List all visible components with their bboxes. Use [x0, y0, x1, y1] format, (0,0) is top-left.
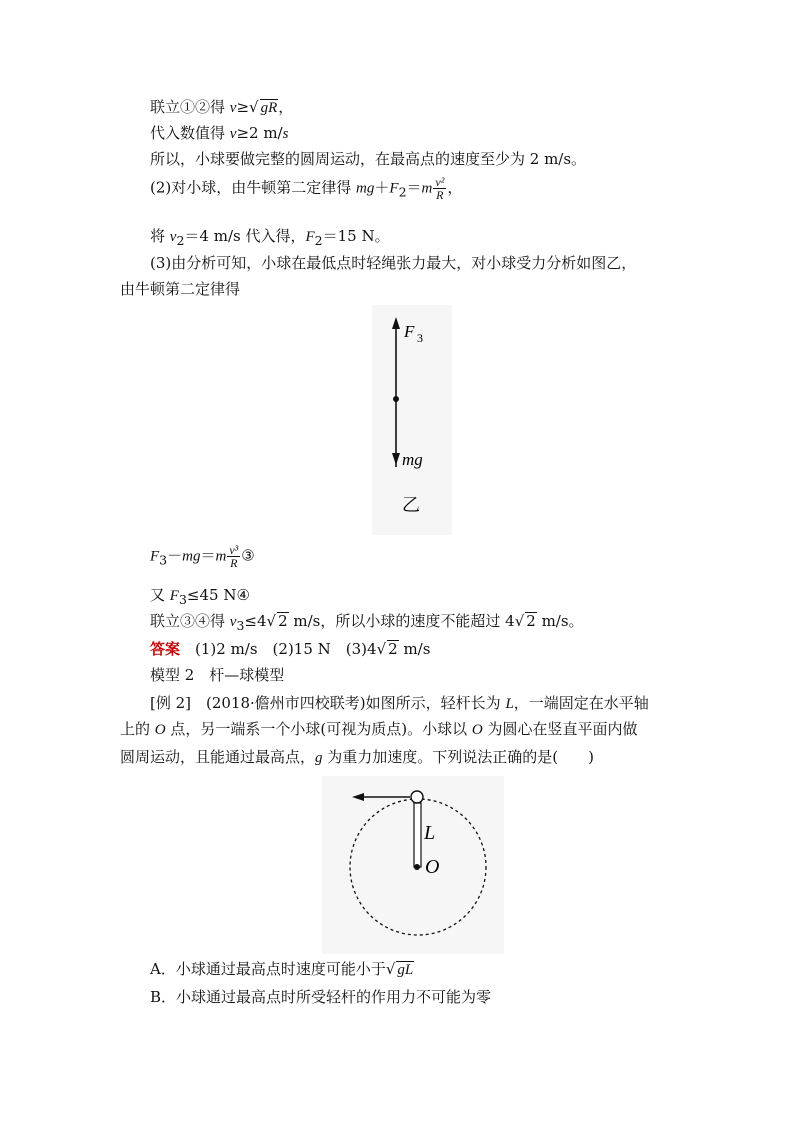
- var-F: F: [389, 180, 399, 197]
- denominator: R: [230, 556, 238, 570]
- text: 将: [150, 227, 170, 245]
- var-v: v: [229, 126, 237, 142]
- var-v: v: [169, 229, 177, 245]
- numerator: v³: [229, 543, 239, 557]
- example-line-3: [120, 746, 594, 769]
- sqrt-content: gR: [260, 100, 278, 116]
- text: m/s。: [536, 612, 584, 630]
- sqrt-content: 2: [526, 612, 536, 630]
- sqrt-sign: √: [376, 640, 387, 658]
- var-L: L: [505, 696, 514, 712]
- sqrt-content: 2: [388, 640, 398, 658]
- equation-line-5: [150, 225, 390, 252]
- text: (2)对小球，由牛顿第二定律得: [150, 178, 357, 197]
- rod-label: L: [424, 822, 436, 844]
- text: 上的: [120, 720, 155, 738]
- var-F: F: [150, 548, 160, 565]
- example-line-1: [150, 692, 649, 715]
- text: 又: [150, 586, 170, 604]
- equation-line-8: [150, 610, 584, 637]
- var-g: g: [315, 750, 323, 766]
- var-v: v: [229, 100, 237, 116]
- force-diagram-yi: [372, 305, 452, 535]
- example-line-2: [120, 718, 638, 741]
- text: 联立①②得: [150, 98, 230, 116]
- var-F: F: [169, 588, 179, 604]
- force-up-label: F: [404, 322, 415, 341]
- denominator: R: [436, 188, 444, 202]
- figure-background: [322, 776, 504, 954]
- center-label: O: [425, 856, 440, 878]
- text-line-3: 所以，小球要做完整的圆周运动，在最高点的速度至少为 2 m/s。: [150, 150, 587, 168]
- text: ＋: [374, 178, 390, 197]
- answer-tag: 答案: [150, 640, 181, 658]
- text: [例 2] (2018·儋州市四校联考)如图所示，轻杆长为: [150, 694, 506, 712]
- text: ≥: [236, 98, 250, 116]
- text: 为圆心在竖直平面内做: [482, 720, 638, 738]
- light-rod: [414, 803, 421, 867]
- sqrt-sign: √: [514, 612, 525, 630]
- unit-s: s: [282, 126, 289, 142]
- option-a: [150, 958, 414, 980]
- sqrt-sign: √: [385, 960, 396, 978]
- subscript: 3: [236, 618, 245, 633]
- var-F: F: [305, 229, 315, 245]
- var-mg: mg: [182, 548, 201, 565]
- ball: [411, 791, 423, 803]
- text: ＝4 m/s 代入得，: [184, 227, 306, 245]
- sqrt-sign: √: [249, 98, 259, 116]
- text: ，一端固定在水平轴: [513, 694, 649, 712]
- text: 为重力加速度。下列说法正确的是( ): [322, 748, 594, 766]
- answer-line: [150, 638, 430, 660]
- text: －: [167, 546, 183, 565]
- equation-line-2: [150, 122, 288, 145]
- subscript: 2: [398, 184, 407, 200]
- force-up-subscript: 3: [417, 331, 423, 345]
- text: 圆周运动，且能通过最高点，: [120, 748, 316, 766]
- subscript: 2: [314, 233, 323, 248]
- sqrt-content: gL: [397, 962, 414, 978]
- var-mg: mg: [356, 180, 375, 197]
- center-point: [414, 864, 420, 870]
- figure-caption: 乙: [402, 495, 420, 515]
- text: (1)2 m/s (2)15 N (3)4: [180, 640, 377, 658]
- text: 代入数值得: [150, 124, 230, 142]
- sqrt-sign: √: [266, 612, 277, 630]
- text: m/s: [398, 640, 431, 658]
- subscript: 3: [159, 552, 168, 568]
- text: 点，另一端系一个小球(可视为质点)。小球以: [165, 720, 472, 738]
- text: m/s，所以小球的速度不能超过 4: [288, 612, 515, 630]
- text: ，: [278, 98, 294, 116]
- equation-tag: ③: [241, 546, 255, 565]
- equation-3: [150, 544, 255, 572]
- text: ≤45 N④: [186, 586, 250, 604]
- rod-ball-diagram: [322, 776, 504, 954]
- equation-4: [150, 584, 250, 611]
- section-heading: 模型 2 杆—球模型: [150, 666, 285, 684]
- var-m: m: [421, 180, 433, 197]
- fraction: [433, 176, 446, 201]
- force-down-label: mg: [402, 450, 423, 469]
- text: ＝: [200, 546, 216, 565]
- text: ＝: [406, 178, 422, 197]
- ball-point: [393, 396, 399, 402]
- text-line-7: 由牛顿第二定律得: [120, 280, 241, 298]
- numerator: v²: [435, 175, 445, 189]
- text: ＝15 N。: [322, 227, 390, 245]
- text: ≤4: [244, 612, 267, 630]
- subscript: 2: [176, 233, 185, 248]
- option-b: B．小球通过最高点时所受轻杆的作用力不可能为零: [150, 988, 492, 1006]
- text: A．小球通过最高点时速度可能小于: [150, 960, 386, 978]
- var-O: O: [471, 722, 483, 738]
- fraction: [227, 544, 240, 569]
- text: 联立③④得: [150, 612, 230, 630]
- var-m: m: [215, 548, 227, 565]
- var-O: O: [154, 722, 166, 738]
- text: ≥2 m/: [236, 124, 283, 142]
- var-v: v: [229, 614, 237, 630]
- subscript: 3: [178, 592, 187, 607]
- sqrt-content: 2: [278, 612, 288, 630]
- equation-line-1: [150, 96, 293, 119]
- text-line-6: (3)由分析可知，小球在最低点时轻绳张力最大，对小球受力分析如图乙，: [150, 254, 637, 272]
- equation-line-4: [150, 176, 462, 204]
- text: ，: [447, 178, 463, 197]
